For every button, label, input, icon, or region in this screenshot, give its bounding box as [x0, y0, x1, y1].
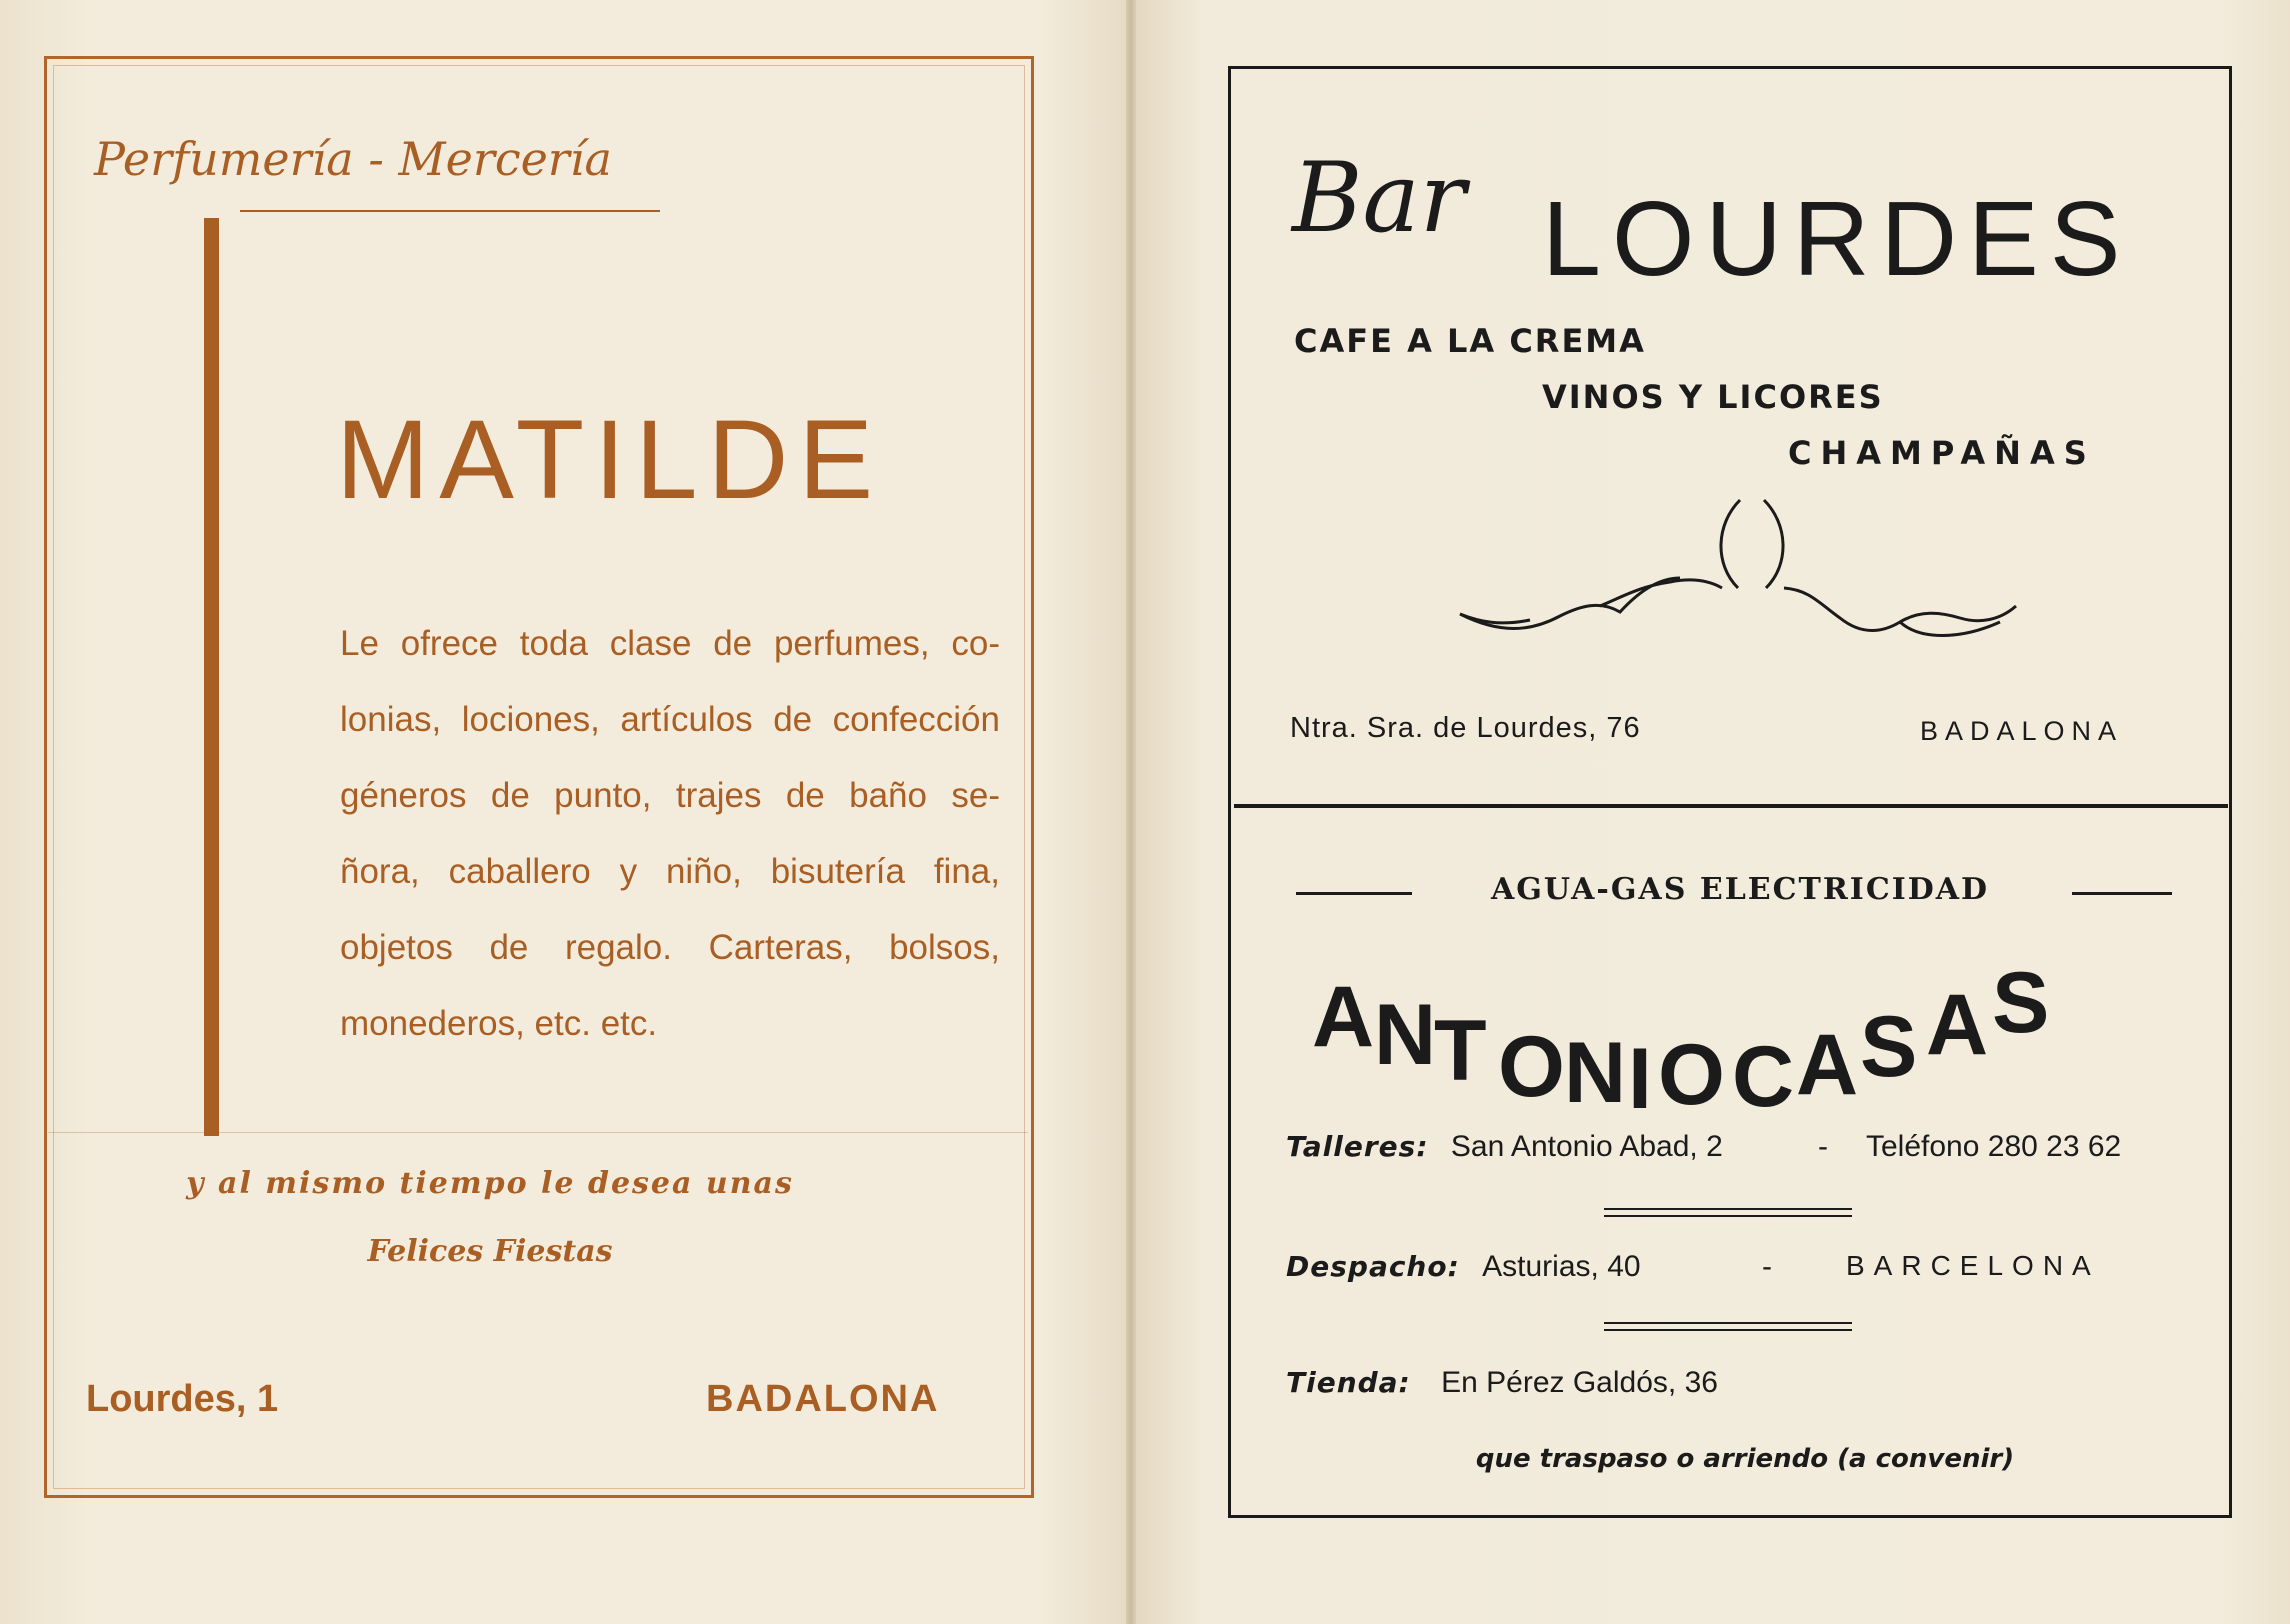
talleres-row	[1286, 1130, 1723, 1164]
bar-prefix: Bar	[1292, 142, 1466, 254]
tienda-address: En Pérez Galdós, 36	[1441, 1366, 1718, 1399]
name-letter: I	[1628, 1031, 1652, 1120]
offer-line-2: VINOS Y LICORES	[1542, 378, 1884, 416]
shop-address: Lourdes, 1	[86, 1378, 279, 1420]
name-letter: A	[1926, 977, 1989, 1073]
telefono: Teléfono 280 23 62	[1866, 1130, 2122, 1163]
ad-body-text	[340, 620, 1000, 1076]
body-line: monederos, etc. etc.	[340, 1004, 658, 1043]
heading-rule-left	[1296, 892, 1412, 895]
offer-line-1: CAFE A LA CREMA	[1294, 322, 1646, 360]
body-line: Le ofrece toda clase de perfumes, co-	[340, 624, 1000, 663]
double-rule	[1604, 1322, 1852, 1331]
shop-name: MATILDE	[336, 397, 884, 522]
body-line: lonias, lociones, artículos de confección	[340, 700, 1000, 739]
bar-address: Ntra. Sra. de Lourdes, 76	[1290, 712, 1641, 744]
header-underline	[240, 210, 660, 212]
tienda-row	[1286, 1366, 1718, 1400]
transfer-note: que traspaso o arriendo (a convenir)	[1475, 1444, 2015, 1474]
name-letter: A	[1312, 969, 1375, 1065]
wave-ornament-icon	[1440, 494, 2020, 644]
talleres-address: San Antonio Abad, 2	[1450, 1130, 1723, 1163]
body-line: géneros de punto, trajes de baño se-	[340, 776, 1000, 815]
despacho-city: BARCELONA	[1846, 1250, 2100, 1281]
despacho-label: Despacho:	[1286, 1250, 1460, 1283]
body-line: objetos de regalo. Carteras, bolsos,	[340, 928, 1000, 967]
name-letter: C	[1732, 1029, 1795, 1120]
shop-city: BADALONA	[706, 1378, 940, 1420]
offer-line-3: CHAMPAÑAS	[1788, 434, 2096, 472]
name-letter: O	[1498, 1019, 1565, 1115]
separator-dash: -	[1762, 1250, 1772, 1283]
name-letter: A	[1796, 1017, 1859, 1113]
double-rule	[1604, 1208, 1852, 1217]
ad-header: Perfumería - Mercería	[94, 132, 612, 186]
tienda-label: Tienda:	[1286, 1366, 1411, 1399]
talleres-label: Talleres:	[1286, 1130, 1429, 1163]
separator-dash: -	[1818, 1130, 1828, 1163]
despacho-row	[1286, 1250, 1641, 1284]
name-letter: N	[1374, 987, 1437, 1083]
services-heading: AGUA-GAS ELECTRICIDAD	[1490, 872, 1990, 907]
antonio-casas-arched-name	[1296, 930, 2176, 1120]
despacho-address: Asturias, 40	[1482, 1250, 1641, 1283]
heading-rule-right	[2072, 892, 2172, 895]
ads-divider	[1234, 804, 2228, 808]
bar-name: LOURDES	[1542, 180, 2132, 298]
name-letter: T	[1434, 1003, 1487, 1099]
vertical-accent-bar	[204, 218, 219, 1136]
name-letter: S	[1992, 955, 2050, 1051]
body-line: ñora, caballero y niño, bisutería fina,	[340, 852, 1000, 891]
divider	[48, 1132, 1028, 1133]
greeting-line-2: Felices Fiestas	[367, 1234, 613, 1269]
name-letter: N	[1564, 1025, 1627, 1120]
name-letter: S	[1860, 999, 1918, 1095]
booklet-spine	[1126, 0, 1136, 1624]
greeting-line-1: y al mismo tiempo le desea unas	[186, 1166, 794, 1201]
bar-city: BADALONA	[1920, 716, 2124, 746]
name-letter: O	[1658, 1027, 1725, 1120]
